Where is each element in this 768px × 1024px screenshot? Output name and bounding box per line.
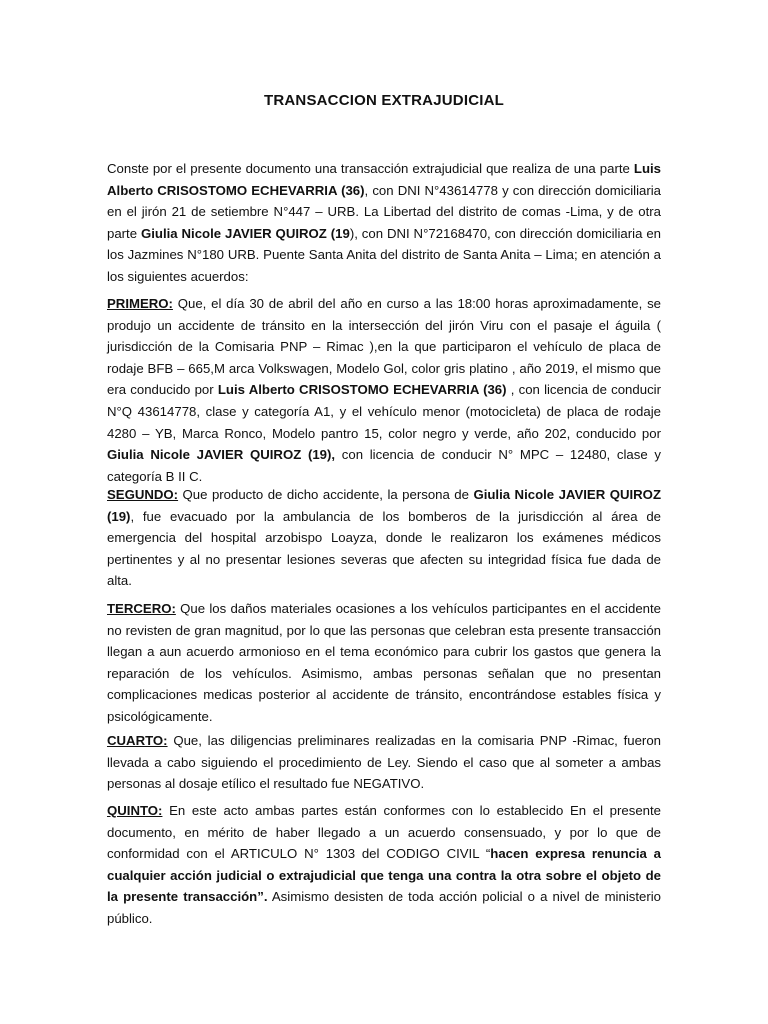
text-run: , fue evacuado por la ambulancia de los bomberos de la jurisdicción al área de emergencia del hospital arzobispo Loayza, donde le realizaron los exámenes médicos pertinentes y al no presentar lesiones severas que afecten su integridad física fue dada de alta. — [107, 508, 661, 589]
bold-text-run: hacen expresa renuncia a cualquier acción judicial o extrajudicial que tenga una contra la otra sobre el objeto de la presente transacción”. — [107, 846, 661, 905]
text-run: En este acto ambas partes están conformes con lo establecido En el presente documento, en mérito de haber llegado a un acuerdo consensuado, y por lo que de conformidad con el ARTICULO N° 1303 del CODIGO CIVIL “ — [107, 803, 661, 862]
bold-text-run: Giulia Nicole JAVIER QUIROZ (19 — [140, 225, 350, 241]
text-run: , con licencia de conducir N°Q 43614778, clase y categoría A1, y el vehículo menor (motocicleta) de placa de rodaje 4280 – YB, Marca Ronco, Modelo pantro 15, color negro y verde, año 202, conducido por — [107, 382, 661, 441]
clause-tercero — [107, 598, 661, 728]
bold-text-run: Luis Alberto CRISOSTOMO ECHEVARRIA (36) — [107, 161, 661, 198]
text-run: Que producto de dicho accidente, la persona de — [178, 487, 474, 502]
text-run: con licencia de conducir N° MPC – 12480, clase y categoría B II C. — [107, 447, 661, 484]
bold-text-run: Luis Alberto CRISOSTOMO ECHEVARRIA (36) — [217, 382, 507, 398]
intro-paragraph — [107, 158, 661, 288]
text-run: Que, las diligencias preliminares realizadas en la comisaria PNP -Rimac, fueron llevada a cabo siguiendo el procedimiento de Ley. Siendo el caso que al someter a ambas personas al dosaje etílico el resultado fue NEGATIVO. — [107, 733, 661, 792]
clause-primero — [107, 293, 661, 487]
text-run: Que los daños materiales ocasiones a los vehículos participantes en el accidente no revisten de gran magnitud, por lo que las personas que celebran esta presente transacción llegan a aun acuerdo armonioso en el tema económico para cubrir los gastos que genera la reparación de los vehículos. Asimismo, ambas personas señalan que no presentan complicaciones medicas posterior al accidente de tránsito, encontrándose estables física y psicológicamente. — [107, 601, 661, 724]
text-run: Conste por el presente documento una transacción extrajudicial que realiza de una parte — [107, 161, 634, 176]
clause-heading: SEGUNDO: — [107, 487, 179, 502]
clause-quinto — [107, 800, 661, 930]
text-run: Asimismo desisten de toda acción policial o a nivel de ministerio público. — [107, 889, 661, 926]
text-run: Que, el día 30 de abril del año en curso a las 18:00 horas aproximadamente, se produjo un accidente de tránsito en la intersección del jirón Viru con el pasaje el águila ( jurisdicción de la Comisaria PNP – Rimac ),en la que participaron el vehículo de placa de rodaje BFB – 665,M arca Volkswagen, Modelo Gol, color gris platino , año 2019, el mismo que era conducido por — [107, 296, 661, 398]
clause-segundo — [107, 484, 661, 592]
clause-heading: QUINTO: — [107, 803, 163, 818]
document-title: TRANSACCION EXTRAJUDICIAL — [263, 92, 504, 109]
clause-heading: CUARTO: — [107, 733, 168, 748]
clause-heading: TERCERO: — [107, 601, 176, 616]
clause-cuarto — [107, 730, 661, 795]
text-run: ), con DNI N°72168470, con dirección domiciliaria en los Jazmines N°180 URB. Puente Santa Anita del distrito de Santa Anita – Lima; en atención a los siguientes acuerdos: — [107, 225, 661, 284]
clause-heading: PRIMERO: — [107, 296, 173, 311]
bold-text-run: Giulia Nicole JAVIER QUIROZ (19) — [107, 487, 661, 524]
text-run: , con DNI N°43614778 y con dirección domiciliaria en el jirón 21 de setiembre N°447 – URB. La Libertad del distrito de comas -Lima, y de otra parte — [107, 182, 661, 241]
bold-text-run: Giulia Nicole JAVIER QUIROZ (19), — [107, 447, 336, 463]
